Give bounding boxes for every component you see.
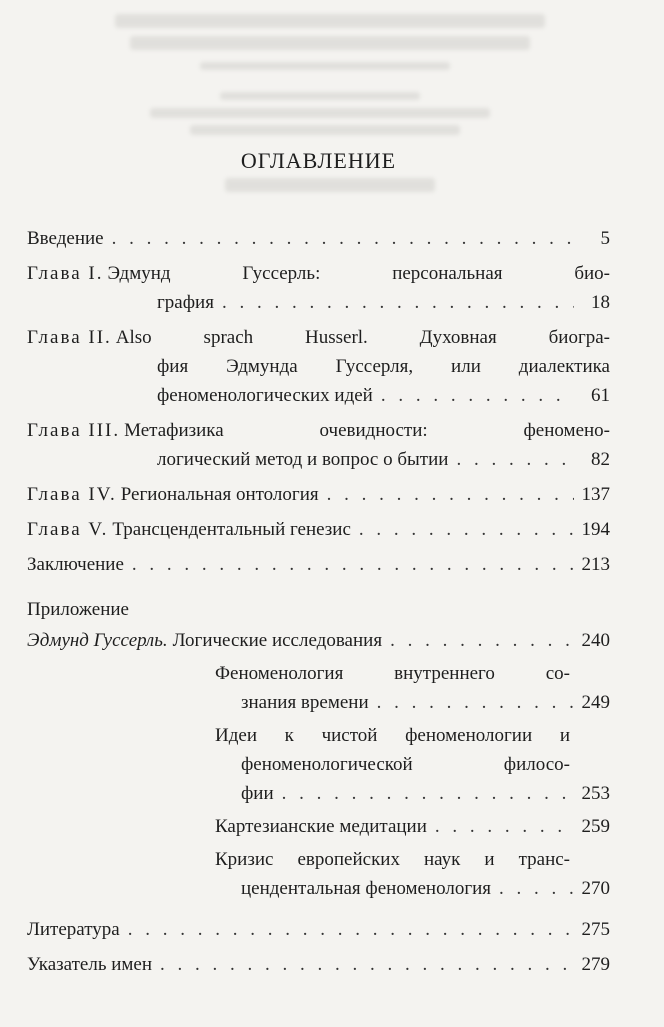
entry-title-line: Идеи к чистой феноменологии и [215, 725, 570, 746]
leader-dots [435, 812, 574, 841]
page-number: 259 [581, 816, 610, 837]
entry-title-line: цендентальная феноменология [241, 878, 492, 899]
leader-dots [282, 779, 574, 808]
entry-title-line: знания времени [241, 692, 369, 713]
toc-entry-chapter-4[interactable] [27, 480, 610, 509]
appendix-title: Приложение [27, 599, 129, 620]
page-number: 279 [581, 954, 610, 975]
leader-dots [222, 288, 574, 317]
entry-title: Введение [27, 228, 104, 249]
entry-title: Региональная онтология [120, 484, 319, 505]
page-number: 270 [581, 878, 610, 899]
entry-title-line: феноменологических идей [157, 385, 373, 406]
toc-entry-chapter-2[interactable] [27, 323, 610, 410]
leader-dots [132, 550, 574, 579]
page-number: 137 [581, 484, 610, 505]
entry-title: Картезианские медитации [215, 816, 427, 837]
table-of-contents [27, 224, 610, 979]
leader-dots [456, 445, 574, 474]
toc-entry-appendix-2[interactable] [27, 659, 610, 717]
leader-dots [499, 874, 573, 903]
chapter-label: Глава V. [27, 519, 109, 540]
leader-dots [381, 381, 574, 410]
page-number: 194 [581, 519, 610, 540]
leader-dots [390, 626, 573, 655]
leader-dots [160, 950, 573, 979]
page-number: 82 [591, 449, 610, 470]
leader-dots [327, 480, 574, 509]
page-number: 61 [591, 385, 610, 406]
leader-dots [377, 688, 574, 717]
page-number: 249 [581, 692, 610, 713]
page-number: 275 [581, 919, 610, 940]
chapter-label: Глава II. [27, 327, 112, 348]
entry-title-line: фия Эдмунда Гуссерля, или диалектика [157, 356, 610, 377]
author-name: Эдмунд Гуссерль. [27, 630, 168, 651]
leader-dots [359, 515, 574, 544]
chapter-label: Глава III. [27, 420, 121, 441]
page-number: 18 [591, 292, 610, 313]
entry-title-line: графия [157, 292, 214, 313]
entry-title-line: логический метод и вопрос о бытии [157, 449, 449, 470]
toc-entry-name-index[interactable] [27, 950, 610, 979]
toc-entry-appendix-5[interactable] [27, 845, 610, 903]
entry-title: Трансцендентальный генезис [112, 519, 351, 540]
entry-title: Литература [27, 919, 120, 940]
toc-entry-chapter-1[interactable] [27, 259, 610, 317]
toc-entry-literature[interactable] [27, 915, 610, 944]
page-number: 240 [581, 630, 610, 651]
toc-entry-conclusion[interactable] [27, 550, 610, 579]
entry-title-line: феноменологической филосо- [241, 754, 570, 775]
entry-title: Указатель имен [27, 954, 153, 975]
chapter-label: Глава I. [27, 263, 104, 284]
appendix-heading [27, 595, 610, 624]
entry-title-line: Метафизика очевидности: феномено- [124, 420, 610, 441]
toc-entry-appendix-3[interactable] [27, 721, 610, 808]
leader-dots [112, 224, 574, 253]
toc-entry-chapter-3[interactable] [27, 416, 610, 474]
toc-entry-chapter-5[interactable] [27, 515, 610, 544]
entry-title: Заключение [27, 554, 124, 575]
page-number: 213 [581, 554, 610, 575]
entry-title-line: Кризис европейских наук и транс- [215, 849, 570, 870]
toc-entry-intro[interactable] [27, 224, 610, 253]
page-number: 253 [581, 783, 610, 804]
chapter-label: Глава IV. [27, 484, 117, 505]
entry-title-line: Эдмунд Гуссерль: персональная био- [107, 263, 610, 284]
page-number: 5 [600, 228, 610, 249]
entry-title-line: Also sprach Husserl. Духовная биогра- [115, 327, 610, 348]
entry-title: Логические исследования [172, 630, 383, 651]
entry-title-line: фии [241, 783, 274, 804]
toc-entry-appendix-4[interactable] [27, 812, 610, 841]
page-title: ОГЛАВЛЕНИЕ [240, 148, 397, 173]
leader-dots [128, 915, 574, 944]
entry-title-line: Феноменология внутреннего со- [215, 663, 570, 684]
toc-entry-appendix-1[interactable] [27, 626, 610, 655]
